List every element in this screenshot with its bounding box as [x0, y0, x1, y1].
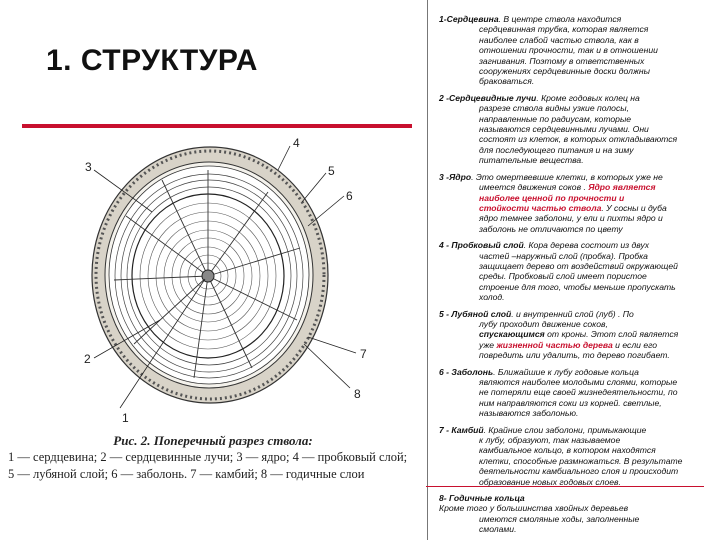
caption-line: 1 — сердцевина; 2 — сердцевинные лучи; 3 — ядро; 4 — пробковый слой; [8, 450, 408, 464]
entry-heading: 3 -Ядро [439, 171, 472, 182]
entry-heading: 2 -Сердцевидные лучи [439, 92, 537, 103]
entry-cambium: 7 - Камбий. Крайние слои заболони, примыкающие к лубу, образуют, так называемое камбиальное кольцо, в котором находятся клетки, способные размножаться. В результате деятельности камбиального слоя и происходит образование новых годовых слоев. [439, 424, 683, 487]
highlight-text: Ядро является [588, 182, 656, 193]
callout-6: 6 [346, 189, 353, 203]
callout-3: 3 [85, 160, 92, 174]
callout-2: 2 [84, 352, 91, 366]
entry-heading: 1-Сердцевина [439, 14, 499, 24]
structure-legend [439, 14, 707, 541]
highlight-text: жизненной частью дерева [496, 339, 613, 350]
entry-cork-layer: 4 - Пробковый слой. Кора дерева состоит из двух частей –наружный слой (пробка). Пробка защищает дерево от воздействий окружающей среды. Пробковый слой имеет пористое строение для того, чтобы меньше пропускать холод. [439, 240, 678, 303]
entry-annual-rings: 8- Годичные кольца Кроме того у большинства хвойных деревьев имеются смоляные ходы, заполненные смолами. [439, 493, 640, 535]
entry-heading: 5 - Лубяной слой [439, 308, 512, 319]
entry-heading: 8- Годичные кольца [439, 493, 525, 504]
title-underline [22, 124, 412, 128]
entry-phloem: 5 - Лубяной слой. и внутренний слой (луб) . По лубу проходит движение соков, спускающимся от кроны. Этот слой является уже жизненной частью дерева и если его повредить или удалить, то дерево погибает. [439, 308, 679, 361]
column-divider [427, 0, 428, 540]
caption-line: 5 — лубяной слой; 6 — заболонь. 7 — камбий; 8 — годичные слои [8, 467, 365, 481]
trunk-cross-section-diagram [82, 130, 412, 430]
entry-heading: 7 - Камбий [439, 424, 484, 435]
highlight-text: наиболее ценной по прочности и [479, 192, 625, 203]
callout-5: 5 [328, 164, 335, 178]
highlight-text: стойкости частью ствола [479, 202, 602, 213]
entry-pith: 1-Сердцевина. В центре ствола находится сердцевинная трубка, которая является наиболее слабой частью ствола, как в отношении прочности, так и в отношении загнивания. Поэтому в ответственных сооружениях сердцевинные доски должны браковаться. [439, 14, 658, 87]
entry-medullary-rays: 2 -Сердцевидные лучи. Кроме годовых колец на разрезе ствола видны узкие полосы, направленные по радиусам, которые называются сердцевинными лучами. Они состоят из клеток, в которых откладываются для последующего питания и на зиму питательные вещества. [439, 92, 678, 166]
entry-heading: 4 - Пробковый слой [439, 240, 524, 251]
slide-title: 1. СТРУКТУРА [46, 44, 258, 77]
entry-heading: 6 - Заболонь [439, 366, 494, 377]
callout-8: 8 [354, 387, 361, 401]
caption-title: Рис. 2. Поперечный разрез ствола: [113, 433, 313, 448]
callout-1: 1 [122, 411, 129, 425]
entry-sapwood: 6 - Заболонь. Ближайшие к лубу годовые кольца являются наиболее молодыми слоями, которые не потеряли еще своей жизнедеятельности, по ним направляются соки из корней. светлые, называются заболонью. [439, 366, 678, 419]
callout-7: 7 [360, 347, 367, 361]
callout-4: 4 [293, 136, 300, 150]
figure-caption [8, 432, 418, 483]
entry-heartwood: 3 -Ядро. Это омертвевшие клетки, в которых уже не имеется движения соков . Ядро является наиболее ценной по прочности и стойкости частью ствола. У сосны и дуба ядро темнее заболони, у ели и пихты ядро и заболонь не отличаются по цвету [439, 172, 707, 234]
